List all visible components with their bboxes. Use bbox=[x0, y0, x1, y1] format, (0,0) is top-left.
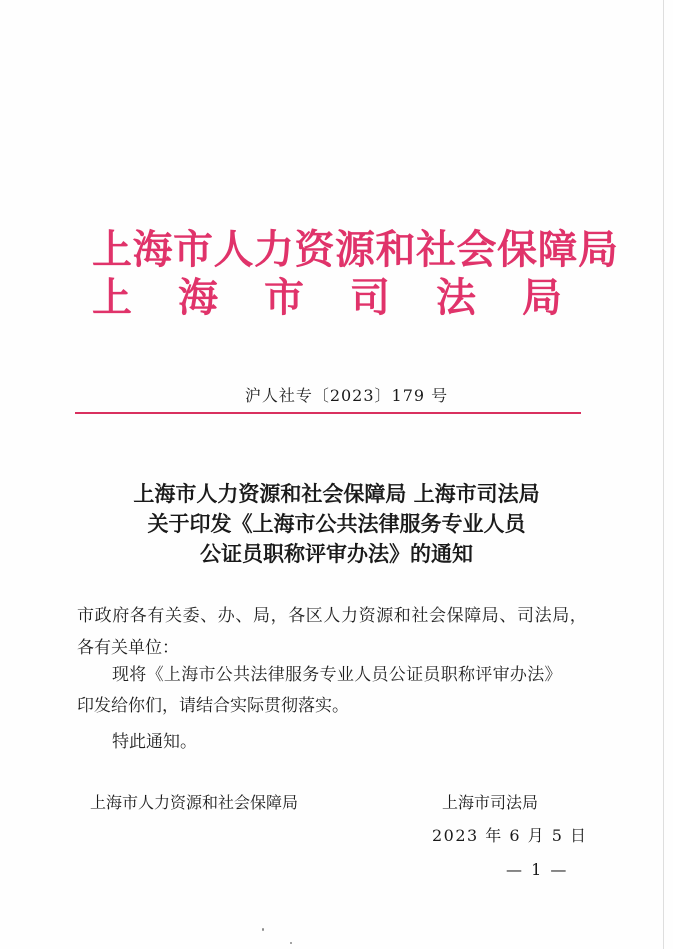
issuer-header-char: 市 bbox=[264, 274, 304, 321]
signature-hrss-bureau: 上海市人力资源和社会保障局 bbox=[90, 793, 299, 812]
page-number: — 1 — bbox=[506, 860, 569, 879]
page-edge bbox=[663, 0, 664, 949]
signature-justice-bureau: 上海市司法局 bbox=[442, 793, 539, 812]
body-paragraph-line2: 印发给你们，请结合实际贯彻落实。 bbox=[77, 696, 349, 716]
notice-title-line3: 公证员职称评审办法》的通知 bbox=[200, 542, 473, 566]
red-divider bbox=[75, 412, 581, 414]
issuer-header-char: 上 bbox=[92, 274, 132, 321]
issuer-header-char: 海 bbox=[178, 274, 218, 321]
notice-title-line2: 关于印发《上海市公共法律服务专业人员 bbox=[147, 512, 526, 536]
closing-phrase: 特此通知。 bbox=[112, 732, 197, 752]
addressee-line2: 各有关单位： bbox=[77, 638, 179, 658]
issuer-header-char: 司 bbox=[350, 274, 390, 321]
document-number: 沪人社专〔2023〕179 号 bbox=[244, 386, 449, 405]
issuer-header-char: 法 bbox=[436, 274, 476, 321]
body-paragraph-line1: 现将《上海市公共法律服务专业人员公证员职称评审办法》 bbox=[112, 665, 562, 685]
scan-speck bbox=[262, 928, 264, 931]
addressee-line1: 市政府各有关委、办、局，各区人力资源和社会保障局、司法局， bbox=[77, 606, 588, 626]
issuer-header-char: 局 bbox=[522, 274, 562, 321]
issuer-header-line1: 上海市人力资源和社会保障局 bbox=[92, 226, 619, 273]
issuer-header-line2 bbox=[92, 274, 562, 322]
notice-title-line1: 上海市人力资源和社会保障局 上海市司法局 bbox=[133, 482, 540, 506]
issue-date: 2023 年 6 月 5 日 bbox=[432, 826, 588, 845]
scan-speck bbox=[290, 942, 292, 944]
